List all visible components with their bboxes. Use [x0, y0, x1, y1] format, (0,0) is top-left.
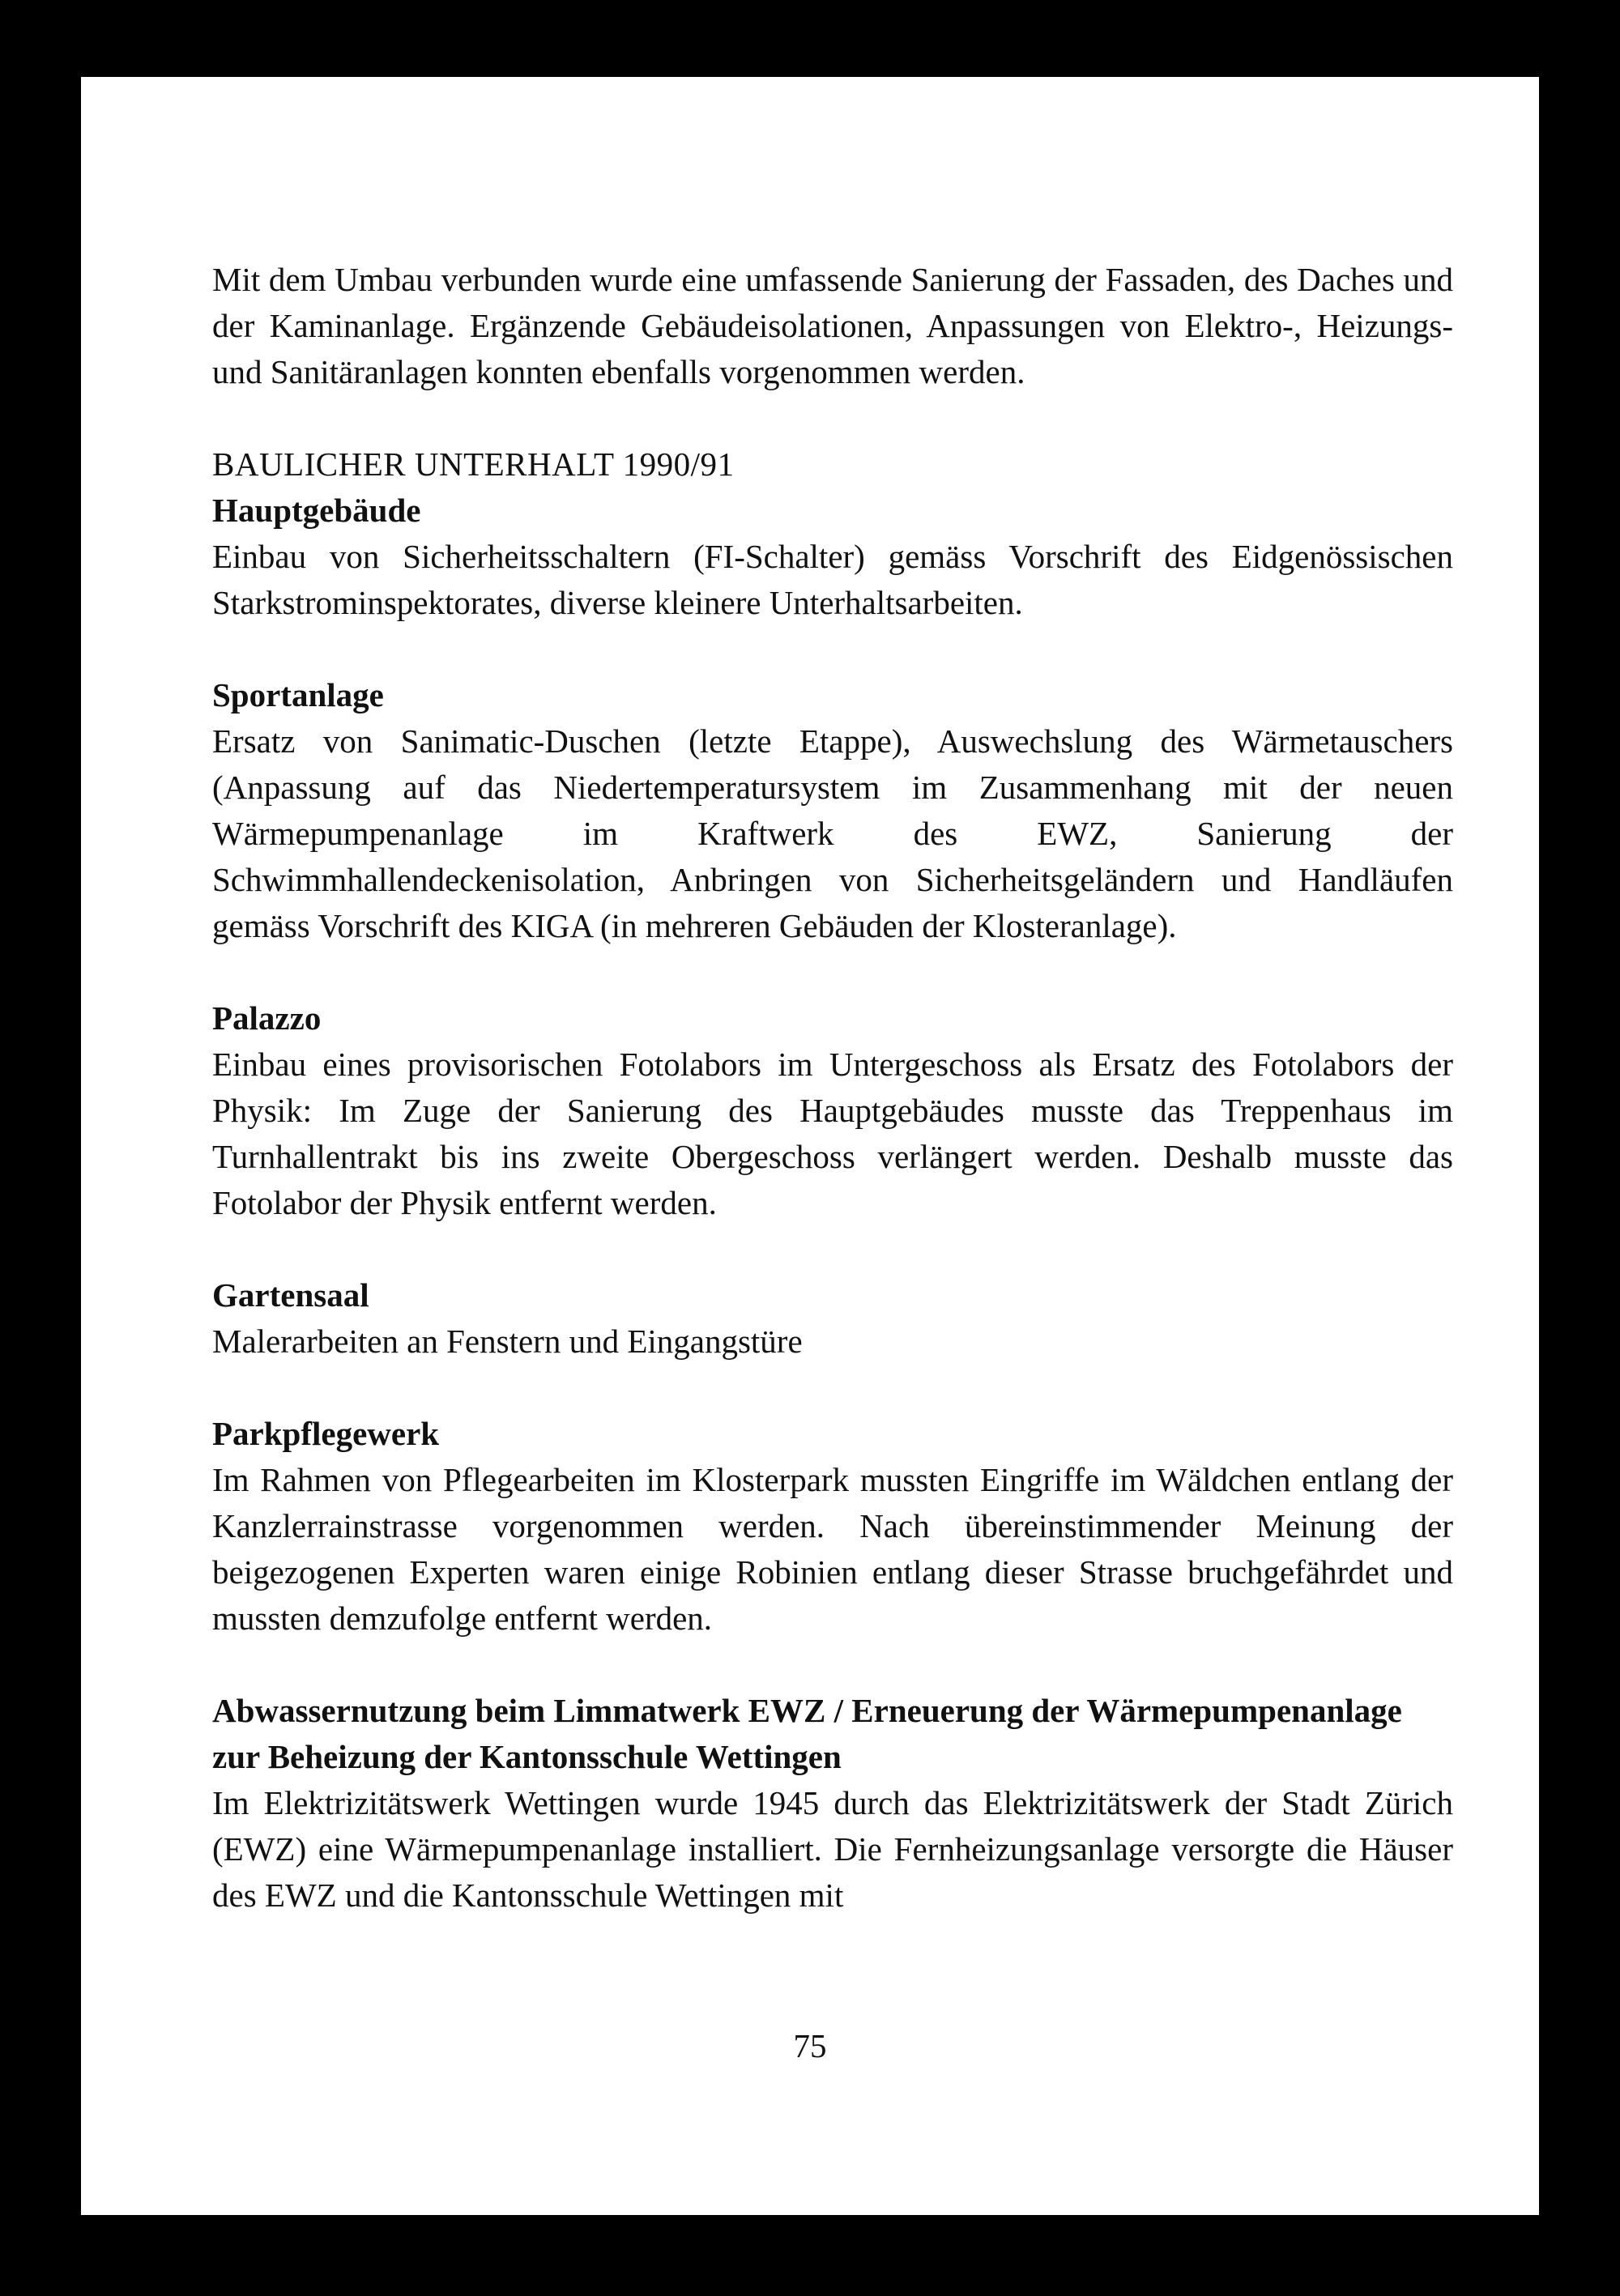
paragraph-abwassernutzung: Im Elektrizitätswerk Wettingen wurde 1945 durch das Elektrizitätswerk der Stadt Zürich (EWZ) eine Wärmepumpenanlage installiert. Die Fernheizungsanlage versorgte die Häuser des EWZ und die Kantonsschule Wettingen mit — [212, 1784, 1453, 1914]
heading-gartensaal: Gartensaal — [212, 1276, 369, 1314]
heading-palazzo: Palazzo — [212, 999, 322, 1037]
page-number: 75 — [793, 2027, 827, 2064]
paragraph-parkpflegewerk: Im Rahmen von Pflegearbeiten im Klosterpark mussten Eingriffe im Wäldchen entlang der Kanzlerrainstrasse vorgenommen werden. Nach übereinstimmender Meinung der beigezogenen Experten waren einige Robinien entlang dieser Strasse bruchgefährdet und mussten demzufolge entfernt werden. — [212, 1461, 1453, 1637]
paragraph-gartensaal: Malerarbeiten an Fenstern und Eingangstüre — [212, 1323, 803, 1360]
paragraph-hauptgebaeude: Einbau von Sicherheitsschaltern (FI-Schalter) gemäss Vorschrift des Eidgenössischen Starkstrominspektorates, diverse kleinere Unterhaltsarbeiten. — [212, 538, 1453, 621]
heading-abwassernutzung: Abwassernutzung beim Limmatwerk EWZ / Erneuerung der Wärmepumpenanlage zur Beheizung der Kantonsschule Wettingen — [212, 1692, 1402, 1775]
spacer — [212, 1365, 1453, 1411]
spacer — [212, 1226, 1453, 1272]
section-title: BAULICHER UNTERHALT 1990/91 — [212, 445, 735, 483]
heading-parkpflegewerk: Parkpflegewerk — [212, 1415, 440, 1452]
document-page — [81, 77, 1539, 2215]
paragraph-palazzo: Einbau eines provisorischen Fotolabors im Untergeschoss als Ersatz des Fotolabors der Physik: Im Zuge der Sanierung des Hauptgebäudes musste das Treppenhaus im Turnhallentrakt bis ins zweite Obergeschoss verlängert werden. Deshalb musste das Fotolabor der Physik entfernt werden. — [212, 1046, 1453, 1221]
spacer — [212, 626, 1453, 672]
spacer — [212, 395, 1453, 441]
paragraph-sportanlage: Ersatz von Sanimatic-Duschen (letzte Etappe), Auswechslung des Wärmetauschers (Anpassung auf das Niedertemperatursystem im Zusammenhang mit der neuen Wärmepumpenanlage im Kraftwerk des EWZ, Sanierung der Schwimmhallendeckenisolation, Anbringen von Sicherheitsgeländern und Handläufen gemäss Vorschrift des KIGA (in mehreren Gebäuden der Klosteranlage). — [212, 722, 1453, 944]
intro-paragraph: Mit dem Umbau verbunden wurde eine umfassende Sanierung der Fassaden, des Daches und der Kaminanlage. Ergänzende Gebäudeisolationen, Anpassungen von Elektro-, Heizungs- und Sanitäranlagen konnten ebenfalls vorgenommen werden. — [212, 261, 1453, 390]
spacer — [212, 949, 1453, 995]
heading-sportanlage: Sportanlage — [212, 676, 384, 714]
heading-hauptgebaeude: Hauptgebäude — [212, 492, 421, 529]
spacer — [212, 1642, 1453, 1688]
page-content — [212, 257, 1453, 1919]
